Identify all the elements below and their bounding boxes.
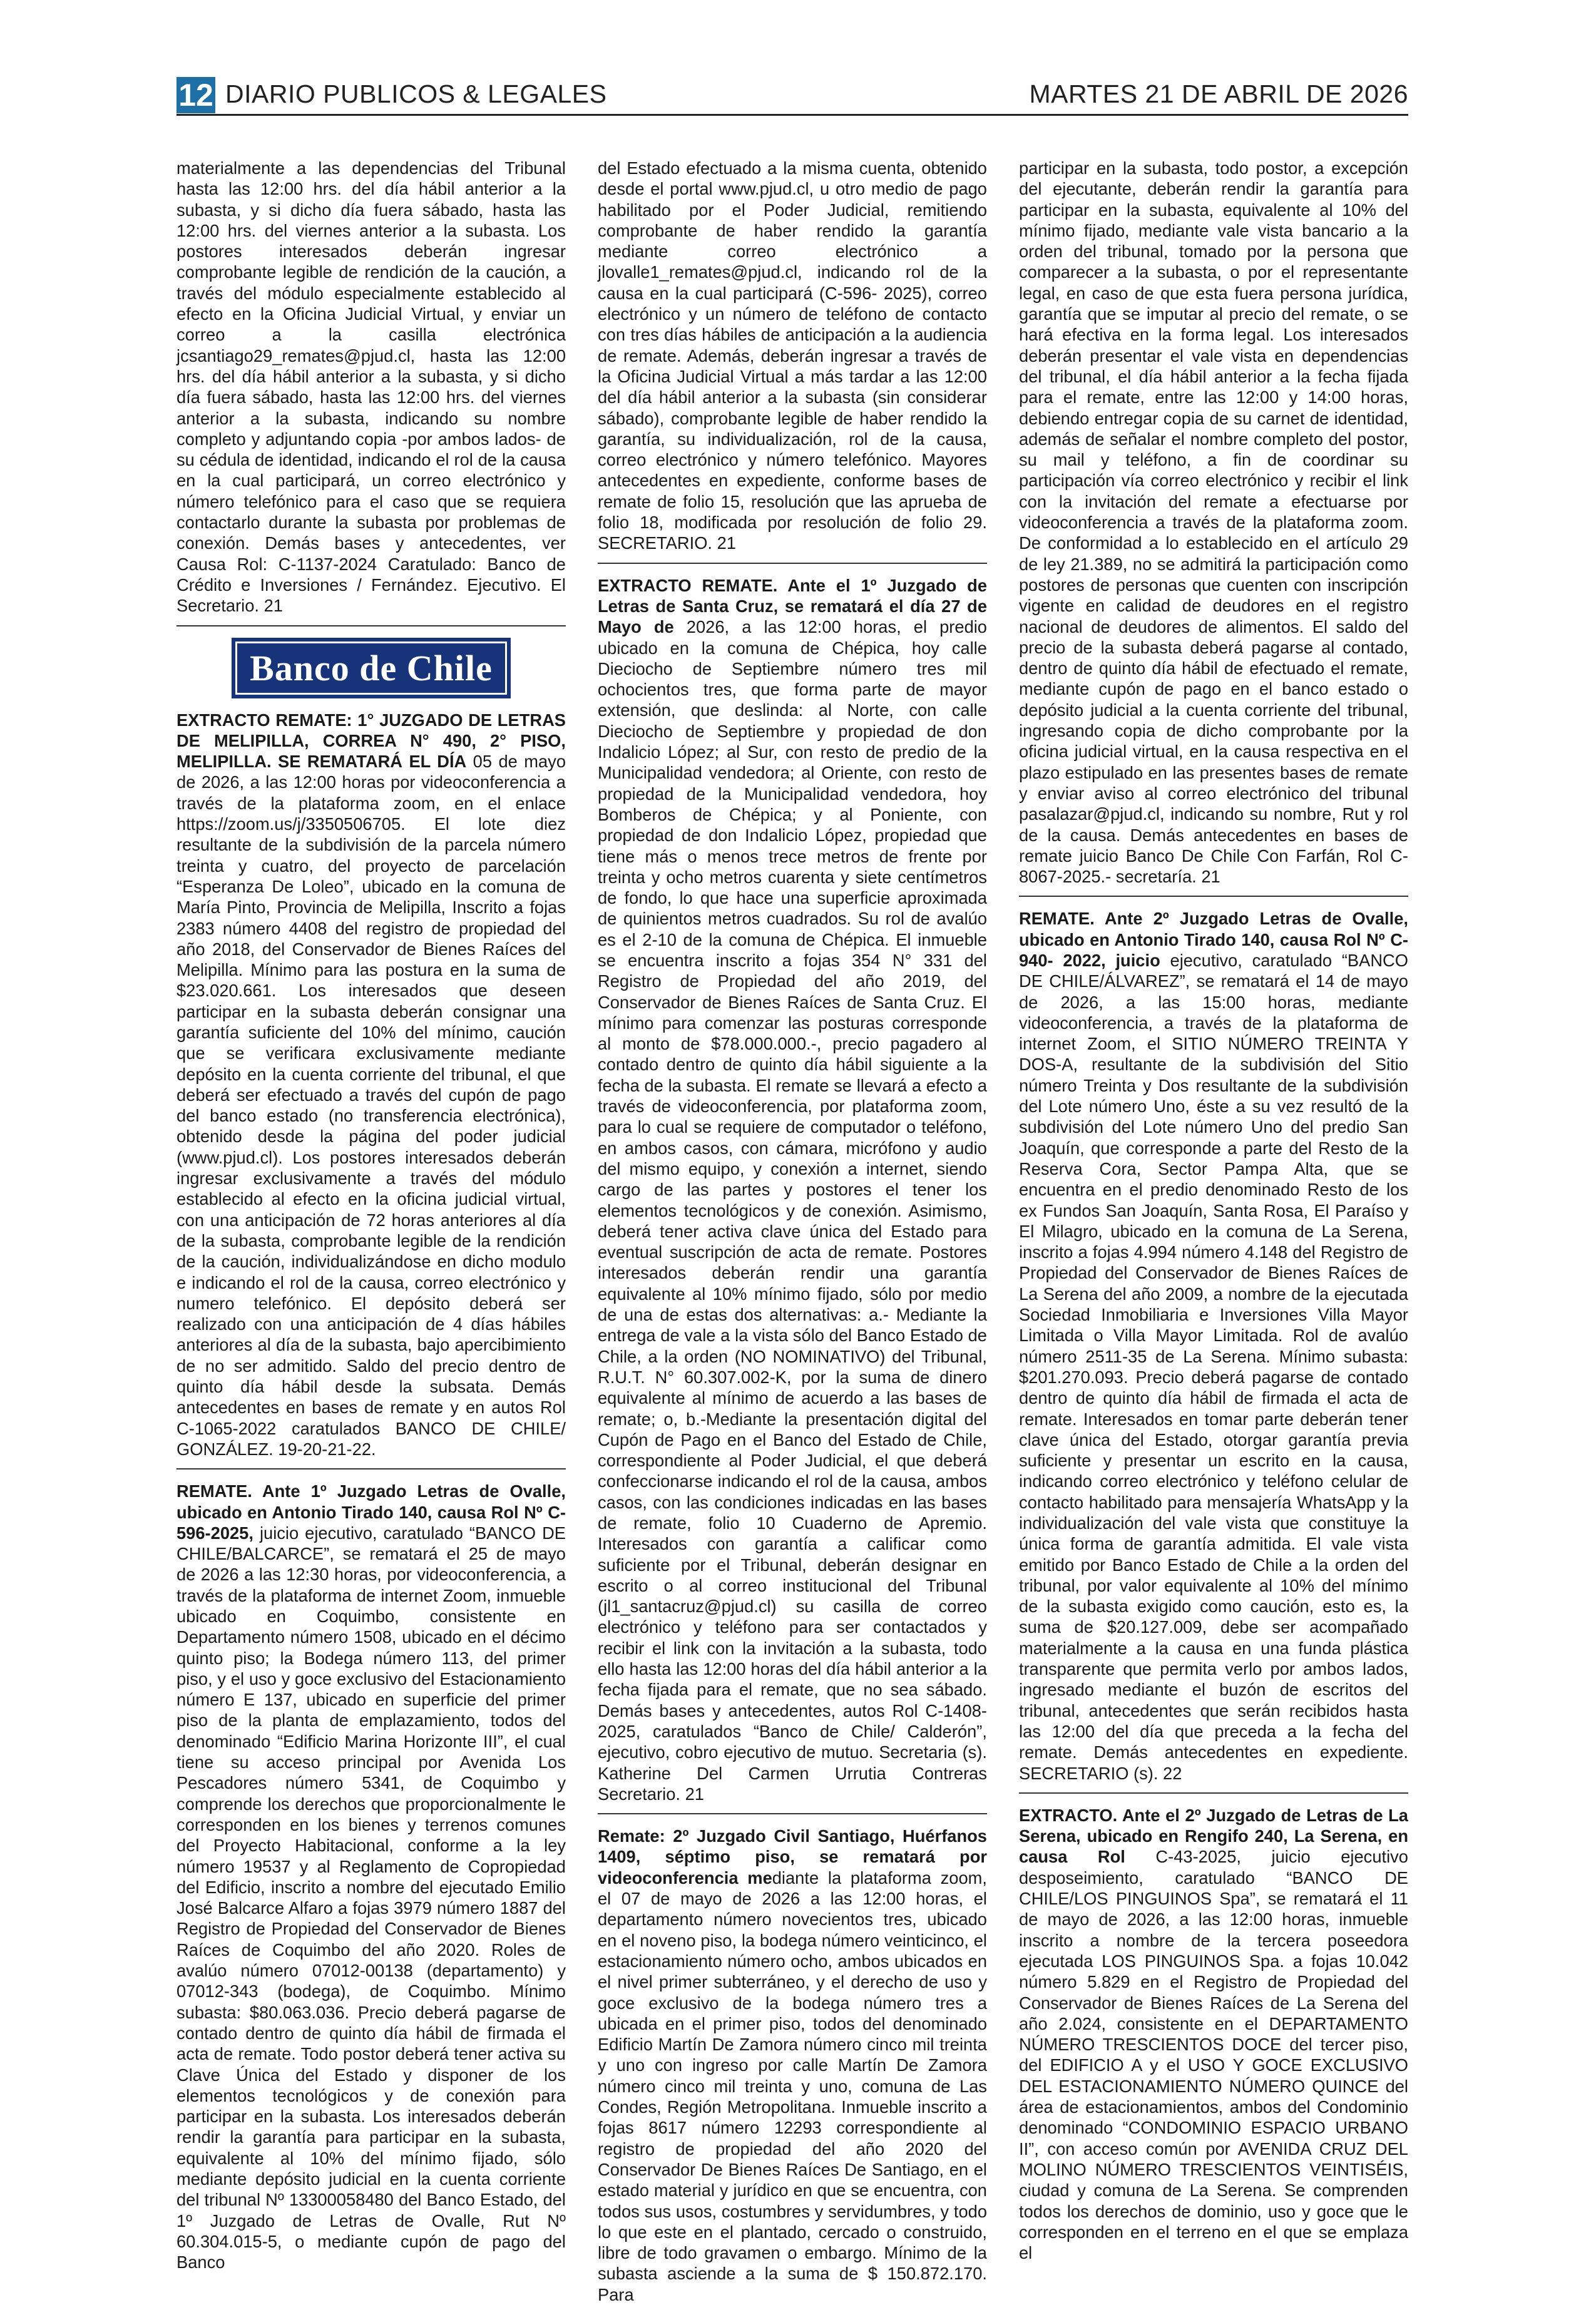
notice-text: REMATE. Ante 1º Juzgado Letras de Ovalle, ubicado en Antonio Tirado 140, causa Rol Nº C-596-2025, juicio ejecutivo, caratulado “BANCO DE CHILE/BALCARCE”, se rematará el 25 de mayo de 2026 a las 12:30 horas, por videoconferencia, a través de la plataforma de internet Zoom, inmueble ubicado en Coquimbo, consistente en Departamento número 1508, ubicado en el décimo quinto piso; la Bodega número 113, del primer piso, y el uso y goce exclusivo del Estacionamiento número E 137, ubicado en superficie del primer piso de la planta de emplazamiento, todos del denominado “Edificio Marina Horizonte III”, el cual tiene su acceso principal por Avenida Los Pescadores número 5341, de Coquimbo y comprende los derechos que proporcionalmente le corresponden en los bienes y terrenos comunes del Proyecto Habitacional, conforme a la ley número 19537 y al Reglamento de Copropiedad del Edificio, inscrito a nombre del ejecutado Emilio José Balcarce Alfaro a fojas 3979 número 1887 del Registro de Propiedad del Conservador de Bienes Raíces de Coquimbo del año 2020. Roles de avalúo número 07012-00138 (departamento) y 07012-343 (bodega), de Coquimbo. Mínimo subasta: $80.063.036. Precio deberá pagarse de contado dentro de quinto día hábil de firmada el acta de remate. Todo postor deberá tener activa su Clave Única del Estado y disponer de los elementos tecnológicos y de conexión para participar en la subasta. Los interesados deberán rendir la garantía para participar en la subasta, equivalente al 10% del mínimo fijado, sólo mediante depósito judicial en la cuenta corriente del tribunal Nº 13300058480 del Banco Estado, del 1º Juzgado de Letras de Ovalle, Rut Nº 60.304.015-5, o mediante cupón de pago del Banco xyxy=(176,1481,566,2272)
notice-text: participar en la subasta, todo postor, a excepción del ejecutante, deberán rendir la garantía para participar en la subasta, equivalente al 10% del mínimo fijado, mediante vale vista bancario a la orden del tribunal, tomado por la persona que comparecer a la subasta, o por el representante legal, en caso de que esta fuera persona jurídica, garantía que se imputar al precio del remate, o se hará efectiva en la forma legal. Los interesados deberán presentar el vale vista en dependencias del tribunal, el día hábil anterior a la fecha fijada para el remate, entre las 12:00 y 14:00 horas, debiendo entregar copia de su carnet de identidad, además de señalar el nombre completo del postor, su mail y teléfono, a fin de coordinar su participación vía correo electrónico y recibir el link con la invitación del remate a efectuarse por videoconferencia a través de la plataforma zoom. De conformidad a lo establecido en el artículo 29 de ley 21.389, no se admitirá la participación como postores de personas que cuenten con inscripción vigente en calidad de deudores en el registro nacional de deudores de alimentos. El saldo del precio de la subasta deberá pagarse al contado, dentro de quinto día hábil de efectuado el remate, mediante cupón de pago en el banco estado o depósito judicial a la cuenta corriente del tribunal, ingresando copia de dicho comprobante por la oficina judicial virtual, en la causa respectiva en el plazo estipulado en las presentes bases de remate y enviar aviso al correo electrónico del tribunal pasalazar@pjud.cl, indicando su nombre, Rut y rol de la causa. Demás antecedentes en bases de remate juicio Banco De Chile Con Farfán, Rol C-8067-2025.- secretaría. 21 xyxy=(1019,158,1408,887)
notice-heading: EXTRACTO. Ante el 2º Juzgado de Letras de La Serena, ubicado en Rengifo 240, La Serena, en causa Rol xyxy=(1019,1805,1408,1867)
column-1 xyxy=(176,158,566,2273)
notice-divider xyxy=(1019,896,1408,897)
notice-divider xyxy=(598,563,987,564)
notice-text: EXTRACTO. Ante el 2º Juzgado de Letras de La Serena, ubicado en Rengifo 240, La Serena, en causa Rol C-43-2025, juicio ejecutivo desposeimiento, caratulado “BANCO DE CHILE/LOS PINGUINOS Spa”, se rematará el 11 de mayo de 2026, a las 12:00 horas, inmueble inscrito a nombre de la tercera poseedora ejecutada LOS PINGUINOS Spa. a fojas 10.042 número 5.829 en el Registro de Propiedad del Conservador de Bienes Raíces de La Serena del año 2.024, consistente en el DEPARTAMENTO NÚMERO TRESCIENTOS DOCE del tercer piso, del EDIFICIO A y el USO Y GOCE EXCLUSIVO DEL ESTACIONAMIENTO NÚMERO QUINCE del área de estacionamientos, ambos del Condominio denominado “CONDOMINIO ESPACIO URBANO II”, con acceso común por AVENIDA CRUZ DEL MOLINO NÚMERO TRESCIENTOS VEINTISÉIS, ciudad y comuna de La Serena. Se comprenden todos los derechos de dominio, uso y goce que le corresponden en el terreno en el que se emplaza el xyxy=(1019,1805,1408,2263)
banco-de-chile-logo xyxy=(176,638,566,698)
notice-divider xyxy=(176,1468,566,1469)
publication-title: DIARIO PUBLICOS & LEGALES xyxy=(225,79,607,108)
notice-text: del Estado efectuado a la misma cuenta, obtenido desde el portal www.pjud.cl, u otro medio de pago habilitado por el Poder Judicial, remitiendo comprobante de haber rendido la garantía mediante correo electrónico a jlovalle1_remates@pjud.cl, indicando rol de la causa en la cual participará (C-596- 2025), correo electrónico y un número de teléfono de contacto con tres días hábiles de anticipación a la audiencia de remate. Además, deberán ingresar a través de la Oficina Judicial Virtual a más tardar a las 12:00 del día hábil anterior a la subasta (sin considerar sábado), comprobante legible de haber rendido la garantía, su individualización, rol de la causa, correo electrónico y número telefónico. Mayores antecedentes en expediente, conforme bases de remate de folio 15, resolución que las aprueba de folio 18, modificada por resolución de folio 29. SECRETARIO. 21 xyxy=(598,158,987,553)
notice-divider xyxy=(1019,1792,1408,1794)
notice-heading: REMATE. Ante 2º Juzgado Letras de Ovalle, ubicado en Antonio Tirado 140, causa Rol Nº C-940- 2022, juicio xyxy=(1019,909,1408,970)
notice-heading: EXTRACTO REMATE. Ante el 1º Juzgado de Letras de Santa Cruz, se rematará el día 27 de Mayo de xyxy=(598,575,987,637)
column-3 xyxy=(1019,158,1408,2263)
notice-heading: REMATE. Ante 1º Juzgado Letras de Ovalle, ubicado en Antonio Tirado 140, causa Rol Nº C-596-2025, xyxy=(176,1481,566,1543)
notice-text: EXTRACTO REMATE. Ante el 1º Juzgado de Letras de Santa Cruz, se rematará el día 27 de Mayo de 2026, a las 12:00 horas, el predio ubicado en la comuna de Chépica, hoy calle Dieciocho de Septiembre número tres mil ochocientos tres, que forma parte de mayor extensión, que deslinda: al Norte, con calle Dieciocho de Septiembre y propiedad de don Indalicio López; al Sur, con resto de predio de la Municipalidad vendedora; al Oriente, con resto de propiedad de la Municipalidad vendedora, hoy Bomberos de Chépica; y al Poniente, con propiedad de don Indalicio López, propiedad que tiene más o menos trece metros de frente por treinta y ocho metros cuarenta y siete centímetros de fondo, lo que hace una superficie aproximada de quinientos metros cuadrados. Su rol de avalúo es el 2-10 de la comuna de Chépica. El inmueble se encuentra inscrito a fojas 354 N° 331 del Registro de Propiedad del año 2019, del Conservador de Bienes Raíces de Santa Cruz. El mínimo para comenzar las posturas corresponde al monto de $78.000.000.-, precio pagadero al contado dentro de quinto día hábil siguiente a la fecha de la subasta. El remate se llevará a efecto a través de videoconferencia, por plataforma zoom, para lo cual se requiere de computador o teléfono, en ambos casos, con cámara, micrófono y audio del mismo equipo, y conexión a internet, siendo cargo de las partes y postores el tener los elementos tecnológicos y de conexión. Asimismo, deberá tener activa clave única del Estado para eventual suscripción de acta de remate. Postores interesados deberán rendir una garantía equivalente al 10% mínimo fijado, sólo por medio de una de estas dos alternativas: a.- Mediante la entrega de vale a la vista sólo del Banco Estado de Chile, a la orden (NO NOMINATIVO) del Tribunal, R.U.T. N° 60.307.002-K, por la suma de dinero equivalente al mínimo de acuerdo a las bases de remate; o, b.-Mediante la presentación digital del Cupón de Pago en el Banco del Estado de Chile, correspondiente al Poder Judicial, el que deberá confeccionarse indicando el rol de la causa, ambos casos, con las condiciones indicadas en las bases de remate, folio 10 Cuaderno de Apremio. Interesados con garantía a calificar como suficiente por el Tribunal, deberán designar en escrito o al correo institucional del Tribunal (jl1_santacruz@pjud.cl) su casilla de correo electrónico y teléfono para ser contactados y recibir el link con la invitación a la subasta, todo ello hasta las 12:00 horas del día hábil anterior a la fecha fijada para el remate, que no sea sábado. Demás bases y antecedentes, autos Rol C-1408-2025, caratulados “Banco de Chile/ Calderón”, ejecutivo, cobro ejecutivo de mutuo. Secretaria (s). Katherine Del Carmen Urrutia Contreras Secretario. 21 xyxy=(598,575,987,1804)
issue-date: MARTES 21 DE ABRIL DE 2026 xyxy=(1029,79,1408,108)
notice-text: REMATE. Ante 2º Juzgado Letras de Ovalle, ubicado en Antonio Tirado 140, causa Rol Nº C-940- 2022, juicio ejecutivo, caratulado “BANCO DE CHILE/ÁLVAREZ”, se rematará el 14 de mayo de 2026, a las 15:00 horas, mediante videoconferencia, a través de la plataforma de internet Zoom, el SITIO NÚMERO TREINTA Y DOS-A, resultante de la subdivisión del Sitio número Treinta y Dos resultante de la subdivisión del Lote número Uno, éste a su vez resultó de la subdivisión del Lote número Uno del predio San Joaquín, que corresponde a parte del Resto de la Reserva Cora, Sector Pampa Alta, que se encuentra en el predio denominado Resto de los ex Fundos San Joaquín, Santa Rosa, El Paraíso y El Milagro, ubicado en la comuna de La Serena, inscrito a fojas 4.994 número 4.148 del Registro de Propiedad del Conservador de Bienes Raíces de La Serena del año 2009, a nombre de la ejecutada Sociedad Inmobiliaria e Inversiones Villa Mayor Limitada o Villa Mayor Limitada. Rol de avalúo número 2511-35 de La Serena. Mínimo subasta: $201.270.093. Precio deberá pagarse de contado dentro de quinto día hábil de firmada el acta de remate. Interesados en tomar parte deberán tener clave única del Estado, otorgar garantía previa suficiente y presentar un escrito en la causa, indicando correo electrónico y teléfono celular de contacto habilitado para mensajería WhatsApp y la individualización del vale vista que constituye la única forma de garantía admitida. El vale vista emitido por Banco Estado de Chile a la orden del tribunal, por valor equivalente al 10% del mínimo de la subasta exigido como caución, esto es, la suma de $20.127.009, debe ser acompañado materialmente a la causa en una funda plástica transparente que permita verlo por ambos lados, ingresado mediante el buzón de escritos del tribunal, antecedentes que serán recibidos hasta las 12:00 del día que preceda a la fecha del remate. Demás antecedentes en expediente. SECRETARIO (s). 22 xyxy=(1019,909,1408,1783)
column-2 xyxy=(598,158,987,2305)
notice-divider xyxy=(176,625,566,626)
header-divider xyxy=(176,114,1408,116)
page-header xyxy=(176,77,1408,111)
notice-heading: Remate: 2º Juzgado Civil Santiago, Huérfanos 1409, séptimo piso, se rematará por videoconferencia me xyxy=(598,1826,987,1888)
notice-text: Remate: 2º Juzgado Civil Santiago, Huérfanos 1409, séptimo piso, se rematará por videoconferencia mediante la plataforma zoom, el 07 de mayo de 2026 a las 12:00 horas, el departamento número novecientos tres, ubicado en el noveno piso, la bodega número veinticinco, el estacionamiento número ocho, ambos ubicados en el nivel primer subterráneo, y el derecho de uso y goce exclusivo de la bodega número tres a ubicada en el primer piso, todos del denominado Edificio Martín De Zamora número cinco mil treinta y uno con ingreso por calle Martín De Zamora número cinco mil treinta y uno, comuna de Las Condes, Región Metropolitana. Inmueble inscrito a fojas 8617 número 12293 correspondiente al registro de propiedad del año 2020 del Conservador De Bienes Raíces De Santiago, en el estado material y jurídico en que se encuentra, con todos sus usos, costumbres y servidumbres, y todo lo que este en el plantado, cercado o construido, libre de todo gravamen o embargo. Mínimo de la subasta asciende a la suma de $ 150.872.170. Para xyxy=(598,1826,987,2304)
notice-heading: EXTRACTO REMATE: 1° JUZGADO DE LETRAS DE MELIPILLA, CORREA N° 490, 2° PISO, MELIPILLA. SE REMATARÁ EL DÍA xyxy=(176,710,566,772)
notice-text: EXTRACTO REMATE: 1° JUZGADO DE LETRAS DE MELIPILLA, CORREA N° 490, 2° PISO, MELIPILLA. SE REMATARÁ EL DÍA 05 de mayo de 2026, a las 12:00 horas por videoconferencia a través de la plataforma zoom, en el enlace https://zoom.us/j/3350506705. El lote diez resultante de la subdivisión de la parcela número treinta y cuatro, del proyecto de parcelación “Esperanza De Loleo”, ubicado en la comuna de María Pinto, Provincia de Melipilla, Inscrito a fojas 2383 número 4408 del registro de propiedad del año 2018, del Conservador de Bienes Raíces del Melipilla. Mínimo para las postura en la suma de $23.020.661. Los interesados que deseen participar en la subasta deberán consignar una garantía suficiente del 10% del mínimo, caución que se verificara exclusivamente mediante depósito en la cuenta corriente del tribunal, el que deberá ser efectuado a través del cupón de pago del banco estado (no transferencia electrónica), obtenido desde la página del poder judicial (www.pjud.cl). Los postores interesados deberán ingresar exclusivamente a través del módulo establecido al efecto en la oficina judicial virtual, con una anticipación de 72 horas anteriores al día de la subasta, comprobante legible de la rendición de la caución, individualizándose en dicho modulo e indicando el rol de la causa, correo electrónico y numero telefónico. El depósito deberá ser realizado con una anticipación de 4 días hábiles anteriores al día de la subasta, bajo apercibimiento de no ser admitido. Saldo del precio dentro de quinto día hábil desde la subsata. Demás antecedentes en bases de remate y en autos Rol C-1065-2022 caratulados BANCO DE CHILE/ GONZÁLEZ. 19-20-21-22. xyxy=(176,710,566,1459)
page-number: 12 xyxy=(176,77,215,113)
notice-text: materialmente a las dependencias del Tribunal hasta las 12:00 hrs. del día hábil anterior a la subasta, y si dicho día fuera sábado, hasta las 12:00 hrs. del viernes anterior a la subasta. Los postores interesados deberán ingresar comprobante legible de rendición de la caución, a través del módulo especialmente establecido al efecto en la Oficina Judicial Virtual, y enviar un correo a la casilla electrónica jcsantiago29_remates@pjud.cl, hasta las 12:00 hrs. del día hábil anterior a la subasta, y si dicho día fuera sábado, hasta las 12:00 hrs. del viernes anterior a la subasta, indicando su nombre completo y adjuntando copia -por ambos lados- de su cédula de identidad, indicando el rol de la causa en la cual participará, un correo electrónico y número telefónico para el caso que se requiera contactarlo durante la subasta por problemas de conexión. Demás bases y antecedentes, ver Causa Rol: C-1137-2024 Caratulado: Banco de Crédito e Inversiones / Fernández. Ejecutivo. El Secretario. 21 xyxy=(176,158,566,616)
notice-divider xyxy=(598,1813,987,1814)
logo-text: Banco de Chile xyxy=(232,638,511,698)
